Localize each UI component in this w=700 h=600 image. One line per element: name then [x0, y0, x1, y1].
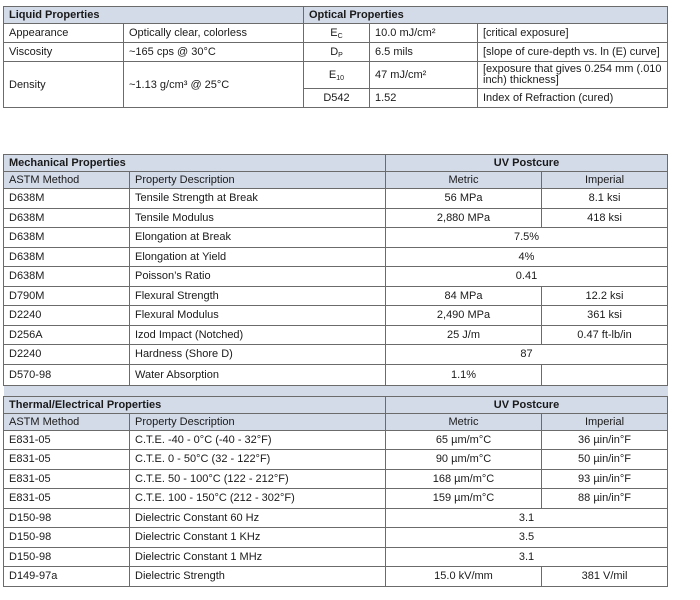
merged-value: 87: [386, 345, 668, 365]
table-row: [4, 228, 668, 248]
astm-method: D150-98: [4, 528, 130, 548]
table-row: [4, 364, 668, 385]
optical-value: 47 mJ/cm²: [370, 62, 478, 89]
metric-value: 25 J/m: [386, 325, 542, 345]
property-description: Flexural Modulus: [130, 306, 386, 326]
optical-note: [critical exposure]: [478, 24, 668, 43]
mechanical-properties-header: Mechanical Properties: [4, 155, 386, 172]
liquid-prop-value: ~1.13 g/cm³ @ 25°C: [124, 62, 304, 108]
col-imperial: Imperial: [542, 172, 668, 189]
optical-symbol: DP: [304, 43, 370, 62]
imperial-value: 418 ksi: [542, 208, 668, 228]
property-description: C.T.E. -40 - 0°C (-40 - 32°F): [130, 430, 386, 450]
metric-value: 65 µm/m°C: [386, 430, 542, 450]
table-row: [4, 547, 668, 567]
table-row: [4, 247, 668, 267]
metric-value: 168 µm/m°C: [386, 469, 542, 489]
table-row: [4, 306, 668, 326]
astm-method: D150-98: [4, 508, 130, 528]
table-row: [4, 528, 668, 548]
optical-symbol: E10: [304, 62, 370, 89]
col-metric: Metric: [386, 413, 542, 430]
property-description: Dielectric Constant 1 KHz: [130, 528, 386, 548]
imperial-value: 381 V/mil: [542, 567, 668, 587]
astm-method: D638M: [4, 208, 130, 228]
table-row: [4, 450, 668, 470]
astm-method: D149-97a: [4, 567, 130, 587]
metric-value: 2,880 MPa: [386, 208, 542, 228]
metric-value: 56 MPa: [386, 189, 542, 209]
property-description: Elongation at Break: [130, 228, 386, 248]
imperial-value: [542, 364, 668, 385]
property-description: Hardness (Shore D): [130, 345, 386, 365]
table-row: [4, 567, 668, 587]
imperial-value: 12.2 ksi: [542, 286, 668, 306]
col-property-description: Property Description: [130, 413, 386, 430]
property-description: Water Absorption: [130, 364, 386, 385]
property-description: Tensile Modulus: [130, 208, 386, 228]
astm-method: D2240: [4, 345, 130, 365]
astm-method: D638M: [4, 189, 130, 209]
property-description: Poisson’s Ratio: [130, 267, 386, 287]
table-row: [4, 267, 668, 287]
merged-value: 0.41: [386, 267, 668, 287]
metric-value: 90 µm/m°C: [386, 450, 542, 470]
optical-note: Index of Refraction (cured): [478, 89, 668, 108]
astm-method: D150-98: [4, 547, 130, 567]
merged-value: 7.5%: [386, 228, 668, 248]
astm-method: E831-05: [4, 489, 130, 509]
section-spacer: [4, 385, 668, 396]
merged-value: 3.1: [386, 508, 668, 528]
metric-value: 2,490 MPa: [386, 306, 542, 326]
imperial-value: 93 µin/in°F: [542, 469, 668, 489]
property-description: Elongation at Yield: [130, 247, 386, 267]
col-astm-method: ASTM Method: [4, 413, 130, 430]
property-description: Izod Impact (Notched): [130, 325, 386, 345]
optical-properties-header: Optical Properties: [304, 7, 668, 24]
property-description: Dielectric Constant 1 MHz: [130, 547, 386, 567]
metric-value: 15.0 kV/mm: [386, 567, 542, 587]
astm-method: D2240: [4, 306, 130, 326]
liquid-prop-name: Appearance: [4, 24, 124, 43]
optical-symbol: D542: [304, 89, 370, 108]
optical-value: 6.5 mils: [370, 43, 478, 62]
liquid-properties-header: Liquid Properties: [4, 7, 304, 24]
astm-method: D638M: [4, 228, 130, 248]
table-row: [4, 430, 668, 450]
liquid-prop-value: Optically clear, colorless: [124, 24, 304, 43]
table-row: [4, 469, 668, 489]
metric-value: 84 MPa: [386, 286, 542, 306]
col-property-description: Property Description: [130, 172, 386, 189]
imperial-value: 50 µin/in°F: [542, 450, 668, 470]
merged-value: 3.1: [386, 547, 668, 567]
table-row: [4, 189, 668, 209]
table-row: [4, 325, 668, 345]
property-description: Dielectric Constant 60 Hz: [130, 508, 386, 528]
imperial-value: 361 ksi: [542, 306, 668, 326]
uv-postcure-header: UV Postcure: [386, 396, 668, 413]
optical-symbol: EC: [304, 24, 370, 43]
imperial-value: 88 µin/in°F: [542, 489, 668, 509]
metric-value: 159 µm/m°C: [386, 489, 542, 509]
col-metric: Metric: [386, 172, 542, 189]
thermal-electrical-properties-header: Thermal/Electrical Properties: [4, 396, 386, 413]
astm-method: D570-98: [4, 364, 130, 385]
optical-value: 1.52: [370, 89, 478, 108]
property-description: Tensile Strength at Break: [130, 189, 386, 209]
property-description: Dielectric Strength: [130, 567, 386, 587]
astm-method: E831-05: [4, 469, 130, 489]
imperial-value: 36 µin/in°F: [542, 430, 668, 450]
liquid-optical-table: [3, 6, 668, 108]
col-imperial: Imperial: [542, 413, 668, 430]
table-row: [4, 345, 668, 365]
property-description: C.T.E. 50 - 100°C (122 - 212°F): [130, 469, 386, 489]
property-description: C.T.E. 100 - 150°C (212 - 302°F): [130, 489, 386, 509]
astm-method: D638M: [4, 267, 130, 287]
property-description: C.T.E. 0 - 50°C (32 - 122°F): [130, 450, 386, 470]
astm-method: D638M: [4, 247, 130, 267]
properties-table: [3, 154, 668, 587]
liquid-prop-value: ~165 cps @ 30°C: [124, 43, 304, 62]
metric-value: 1.1%: [386, 364, 542, 385]
uv-postcure-header: UV Postcure: [386, 155, 668, 172]
optical-note: [slope of cure-depth vs. ln (E) curve]: [478, 43, 668, 62]
astm-method: D256A: [4, 325, 130, 345]
astm-method: D790M: [4, 286, 130, 306]
optical-value: 10.0 mJ/cm²: [370, 24, 478, 43]
col-astm-method: ASTM Method: [4, 172, 130, 189]
imperial-value: 8.1 ksi: [542, 189, 668, 209]
table-row: [4, 286, 668, 306]
astm-method: E831-05: [4, 430, 130, 450]
astm-method: E831-05: [4, 450, 130, 470]
property-description: Flexural Strength: [130, 286, 386, 306]
merged-value: 3.5: [386, 528, 668, 548]
table-row: [4, 208, 668, 228]
table-row: [4, 508, 668, 528]
liquid-prop-name: Density: [4, 62, 124, 108]
table-row: [4, 489, 668, 509]
imperial-value: 0.47 ft-lb/in: [542, 325, 668, 345]
merged-value: 4%: [386, 247, 668, 267]
optical-note: [exposure that gives 0.254 mm (.010 inch) thickness]: [478, 62, 668, 89]
liquid-prop-name: Viscosity: [4, 43, 124, 62]
